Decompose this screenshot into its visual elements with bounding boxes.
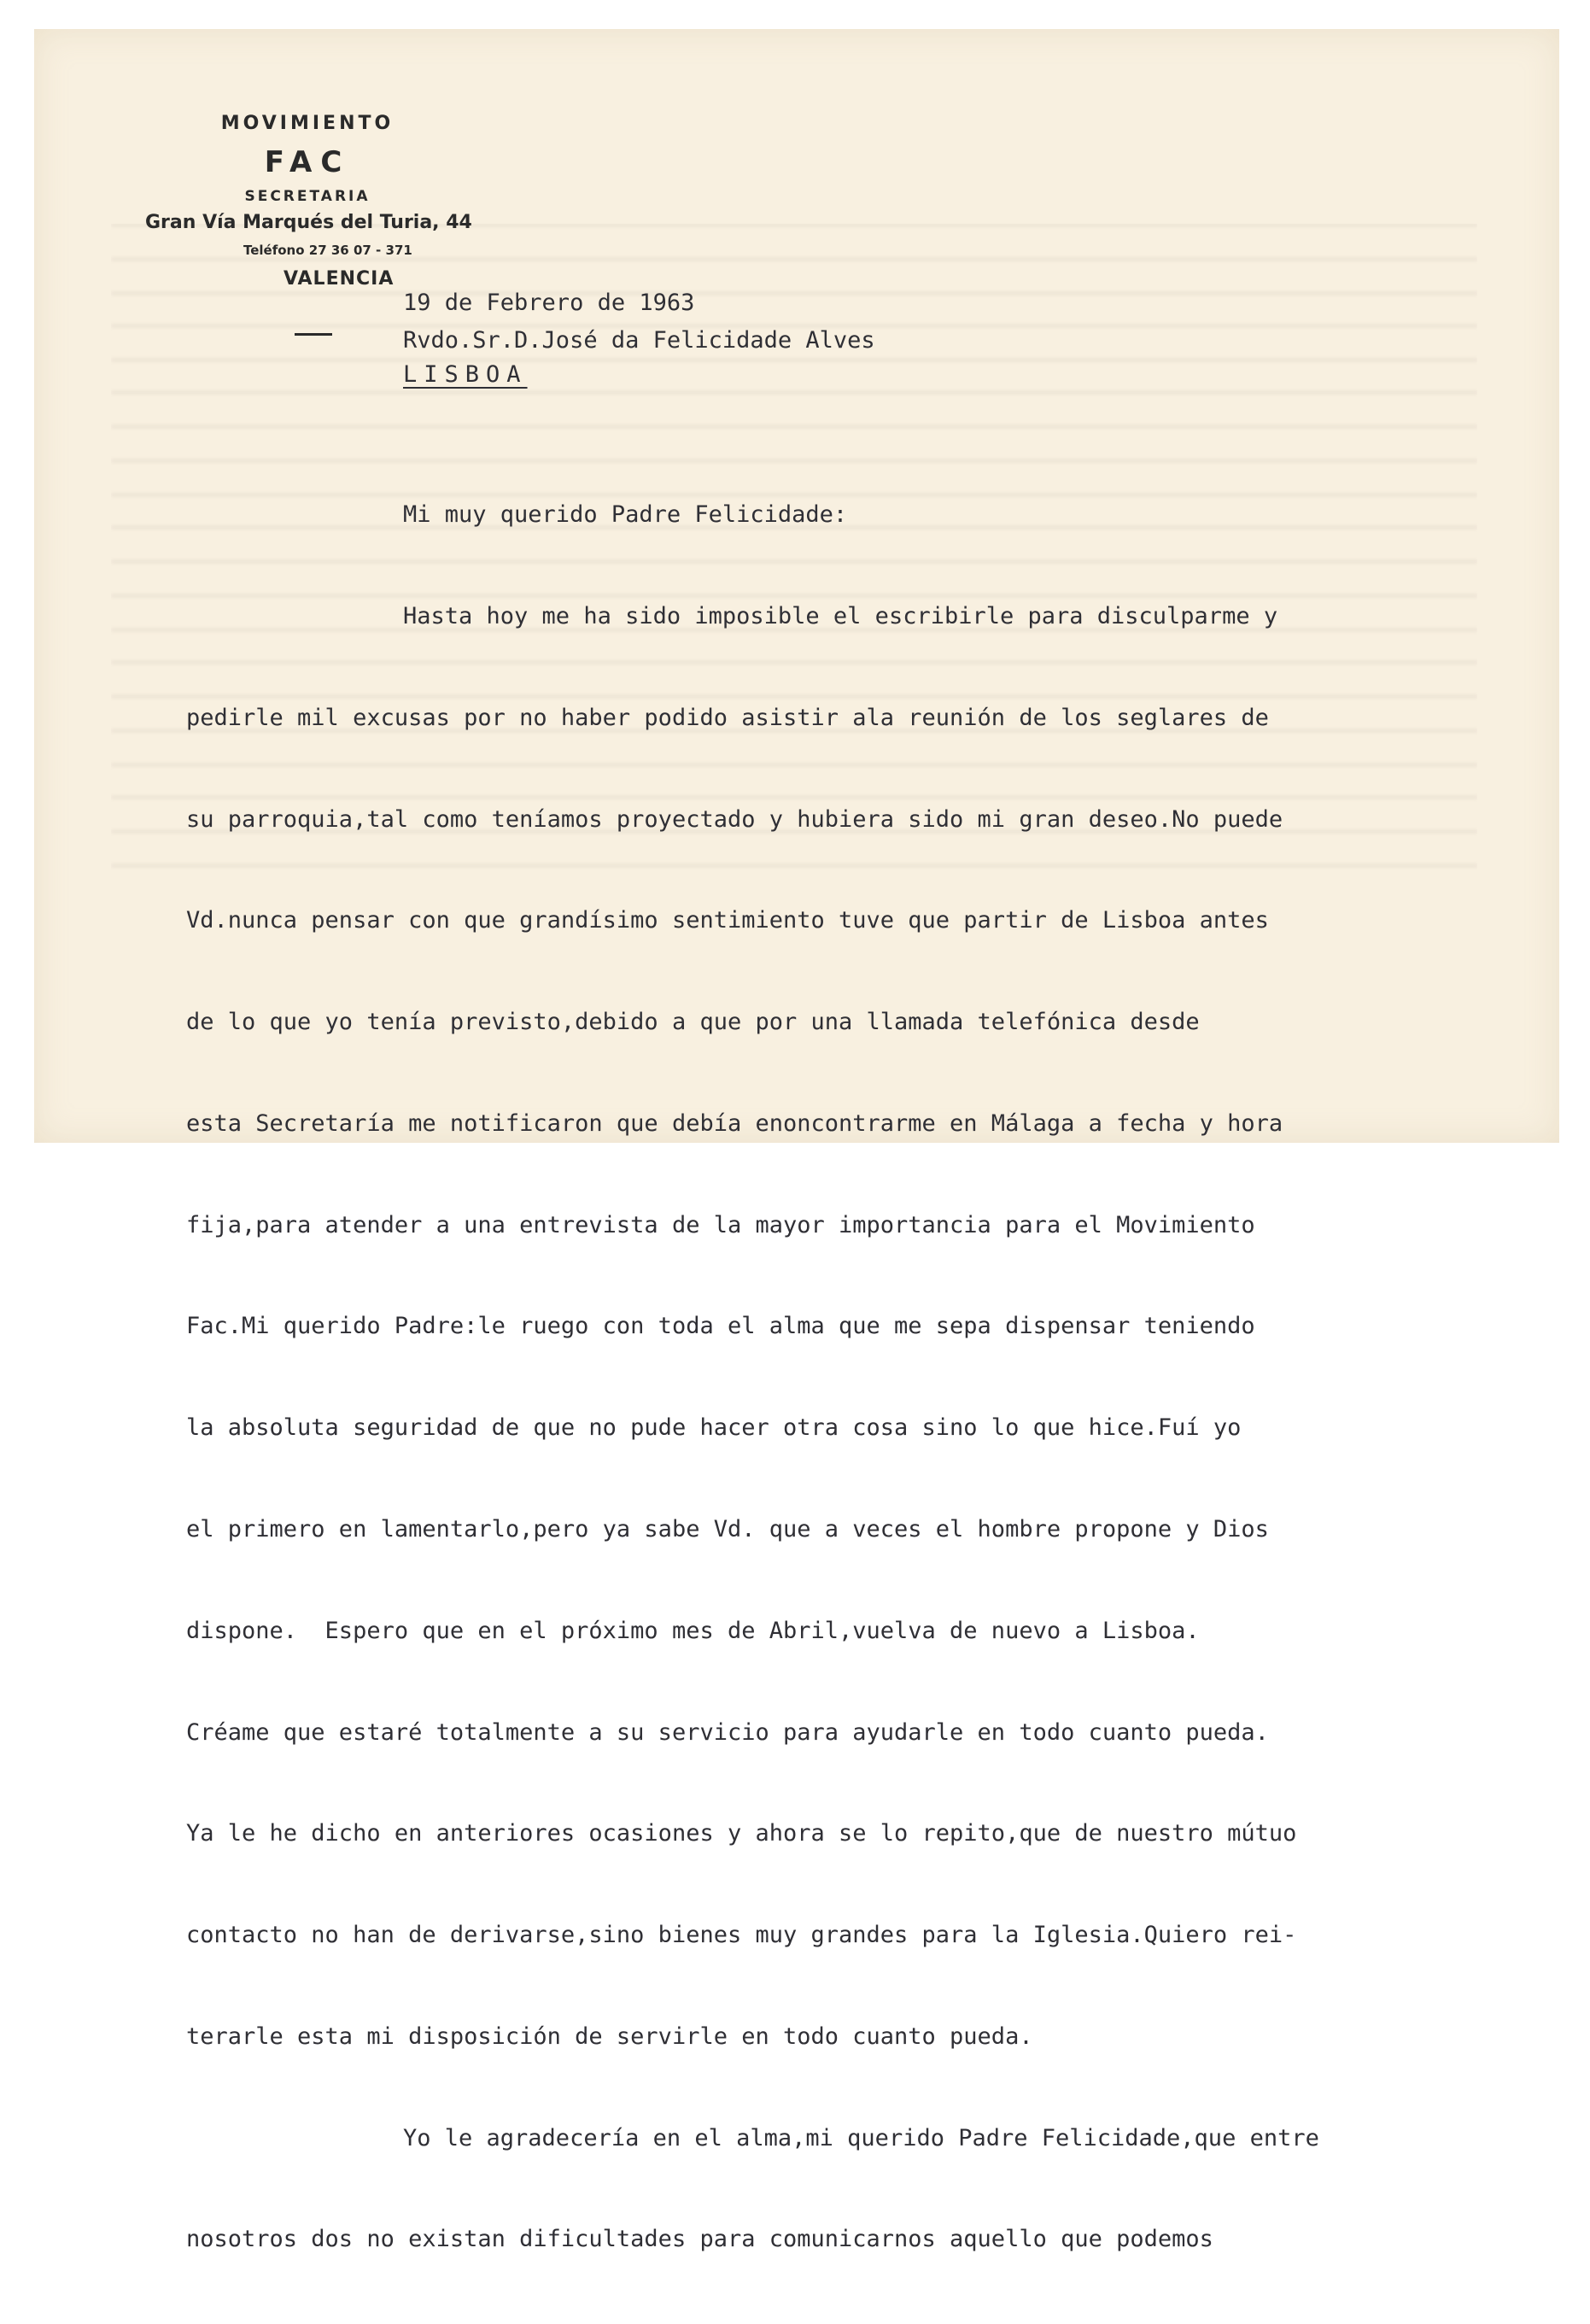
body-line: esta Secretaría me notificaron que debía enoncontrarme en Málaga a fecha y hora xyxy=(186,1109,1283,1137)
letter-sheet xyxy=(34,29,1559,2253)
body-line: nosotros dos no existan dificultades para comunicarnos aquello que podemos xyxy=(186,2226,1213,2253)
body-line: la absoluta seguridad de que no pude hacer otra cosa sino lo que hice.Fuí yo xyxy=(186,1414,1242,1442)
letterhead-dash xyxy=(295,333,332,336)
body-line: el primero en lamentarlo,pero ya sabe Vd. que a veces el hombre propone y Dios xyxy=(186,1516,1269,1543)
body-line: Yo le agradecería en el alma,mi querido Padre Felicidade,que entre xyxy=(403,2124,1319,2151)
body-line: dispone. Espero que en el próximo mes de Abril,vuelva de nuevo a Lisboa. xyxy=(186,1617,1200,1644)
body-line: de lo que yo tenía previsto,debido a que por una llamada telefónica desde xyxy=(186,1009,1200,1036)
body-line: su parroquia,tal como teníamos proyectado y hubiera sido mi gran deseo.No puede xyxy=(186,805,1283,833)
letterhead-org-line2: FAC xyxy=(264,145,351,179)
letterhead-city: VALENCIA xyxy=(284,268,395,290)
letterhead-address: Gran Vía Marqués del Turia, 44 xyxy=(145,212,472,233)
body-line: fija,para atender a una entrevista de la mayor importancia para el Movimiento xyxy=(186,1211,1255,1238)
body-line: Créame que estaré totalmente a su servicio para ayudarle en todo cuanto pueda. xyxy=(186,1718,1269,1746)
body-line: pedirle mil excusas por no haber podido asistir ala reunión de los seglares de xyxy=(186,704,1269,731)
letterhead-org-line1: MOVIMIENTO xyxy=(220,113,395,134)
body-line: Ya le he dicho en anteriores ocasiones y ahora se lo repito,que de nuestro mútuo xyxy=(186,1820,1297,1847)
letter-date: 19 de Febrero de 1963 xyxy=(403,290,695,316)
letterhead-department: SECRETARIA xyxy=(244,188,371,205)
body-line: Hasta hoy me ha sido imposible el escribirle para disculparme y xyxy=(403,602,1278,629)
body-line: Fac.Mi querido Padre:le ruego con toda el alma que me sepa dispensar teniendo xyxy=(186,1313,1255,1340)
letter-body xyxy=(186,430,1319,2324)
body-line: contacto no han de derivarse,sino bienes muy grandes para la Iglesia.Quiero rei- xyxy=(186,1922,1297,1949)
body-line: terarle esta mi disposición de servirle en todo cuanto pueda. xyxy=(186,2023,1033,2050)
letterhead-phone: Teléfono 27 36 07 - 371 xyxy=(243,243,412,258)
body-line: Vd.nunca pensar con que grandísimo sentimiento tuve que partir de Lisboa antes xyxy=(186,907,1269,934)
letter-recipient-city: LISBOA xyxy=(403,361,528,388)
body-line: Mi muy querido Padre Felicidade: xyxy=(403,501,848,529)
letter-recipient: Rvdo.Sr.D.José da Felicidade Alves xyxy=(403,327,875,354)
